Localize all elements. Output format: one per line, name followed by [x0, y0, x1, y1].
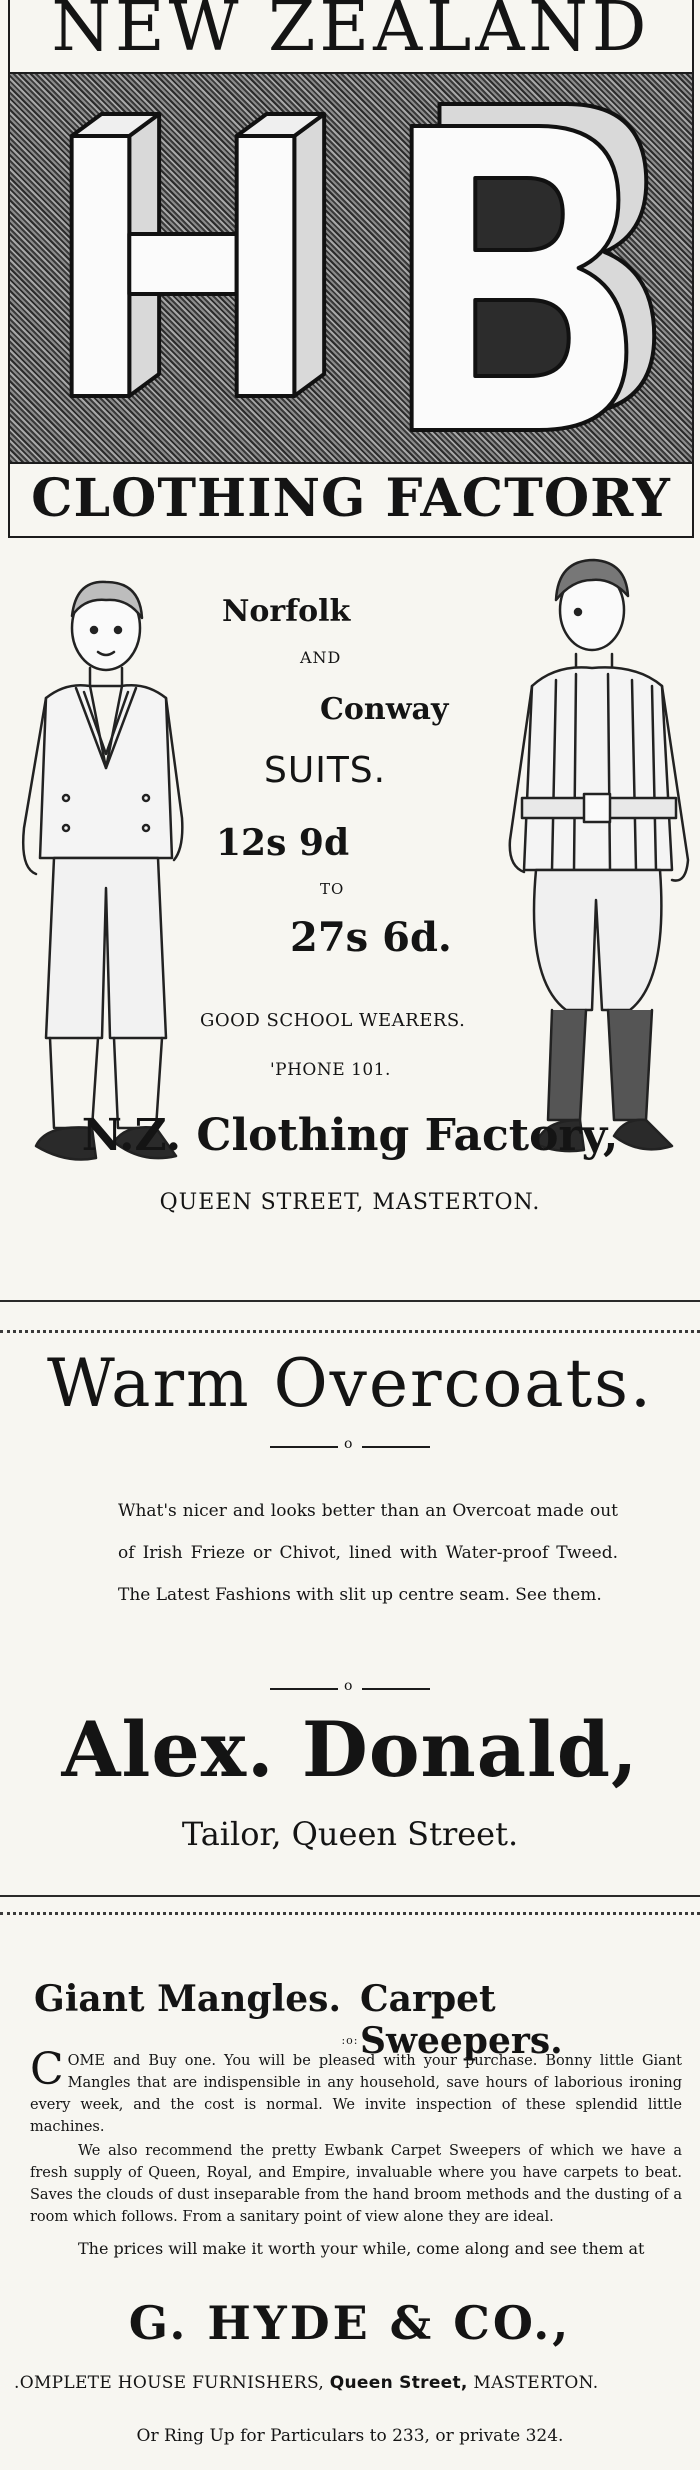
hyde-paragraph-1 [30, 2044, 682, 2138]
hb-advertisement [8, 0, 694, 538]
ornament-mark: o [344, 1678, 353, 1694]
ornament-divider [270, 1678, 430, 1696]
suit-name-conway: Conway [320, 692, 449, 727]
hb-logo-icon [10, 74, 692, 462]
suits-tagline: GOOD SCHOOL WEARERS. [200, 1010, 466, 1031]
hyde-town: MASTERTON. [473, 2373, 599, 2393]
hb-logo-panel [10, 72, 692, 464]
suits-company-name: N.Z. Clothing Factory, [81, 1110, 619, 1161]
hyde-paragraph-3: The prices will make it worth your while, come along and see them at [78, 2239, 645, 2258]
boy-norfolk-suit-illustration [496, 540, 696, 1180]
hb-title-bottom: CLOTHING FACTORY [31, 468, 671, 529]
suits-address: QUEEN STREET, MASTERTON. [159, 1190, 541, 1215]
suits-heading: SUITS. [264, 750, 387, 791]
price-from: 12s 9d [216, 822, 350, 864]
section-divider [0, 1912, 700, 1915]
hyde-divider: :o: [341, 2034, 359, 2047]
tailor-name: Alex. Donald, [61, 1705, 639, 1794]
suit-name-norfolk: Norfolk [222, 594, 351, 629]
hyde-paragraph-1-text: OME and Buy one. You will be pleased with your purchase. Bonny little Giant Mangles that are indispensible in any household, save hours of laborious ironing every week, and the cost is normal. We invite inspection of these splendid little machines. [30, 2053, 682, 2135]
drop-cap: C [30, 2044, 64, 2095]
price-to: 27s 6d. [290, 914, 452, 961]
overcoats-body-text: What's nicer and looks better than an Overcoat made out of Irish Frieze or Chivot, lined with Water-proof Tweed. The Latest Fashions with slit up centre seam. See them. [118, 1501, 618, 1605]
section-divider [0, 1895, 700, 1897]
price-to-word: TO [320, 880, 345, 898]
hyde-company-name: G. HYDE & CO., [128, 2296, 572, 2350]
hyde-street: Queen Street, [329, 2373, 468, 2393]
boy-sailor-suit-illustration [6, 568, 186, 1178]
hyde-heading-mangles: Giant Mangles. [34, 1978, 341, 2020]
ornament-divider [270, 1436, 430, 1454]
hyde-furnishers-label: .OMPLETE HOUSE FURNISHERS, [14, 2373, 325, 2393]
section-divider [0, 1300, 700, 1302]
hyde-ring-line: Or Ring Up for Particulars to 233, or private 324. [136, 2426, 564, 2446]
hyde-heading-sweepers: Carpet Sweepers. [360, 1978, 563, 2062]
suit-and: AND [300, 648, 342, 667]
hb-title-top: NEW ZEALAND [51, 0, 651, 67]
overcoats-headline: Warm Overcoats. [47, 1345, 653, 1422]
ornament-mark: o [344, 1436, 353, 1452]
suits-phone: 'PHONE 101. [270, 1060, 391, 1080]
suits-advertisement [0, 540, 700, 1300]
section-divider [0, 1330, 700, 1333]
hyde-paragraph-2: We also recommend the pretty Ewbank Carpet Sweepers of which we have a fresh supply of Queen, Royal, and Empire, invaluable where you have carpets to beat. Saves the clouds of dust inseparable from the hand broom methods and the dusting of a room which follows. From a sanitary point of view alone they are ideal. [30, 2143, 682, 2225]
overcoats-body [118, 1490, 618, 1616]
hyde-furnishers-line [14, 2373, 694, 2393]
hyde-body [30, 2044, 682, 2260]
tailor-subtitle: Tailor, Queen Street. [181, 1815, 519, 1853]
